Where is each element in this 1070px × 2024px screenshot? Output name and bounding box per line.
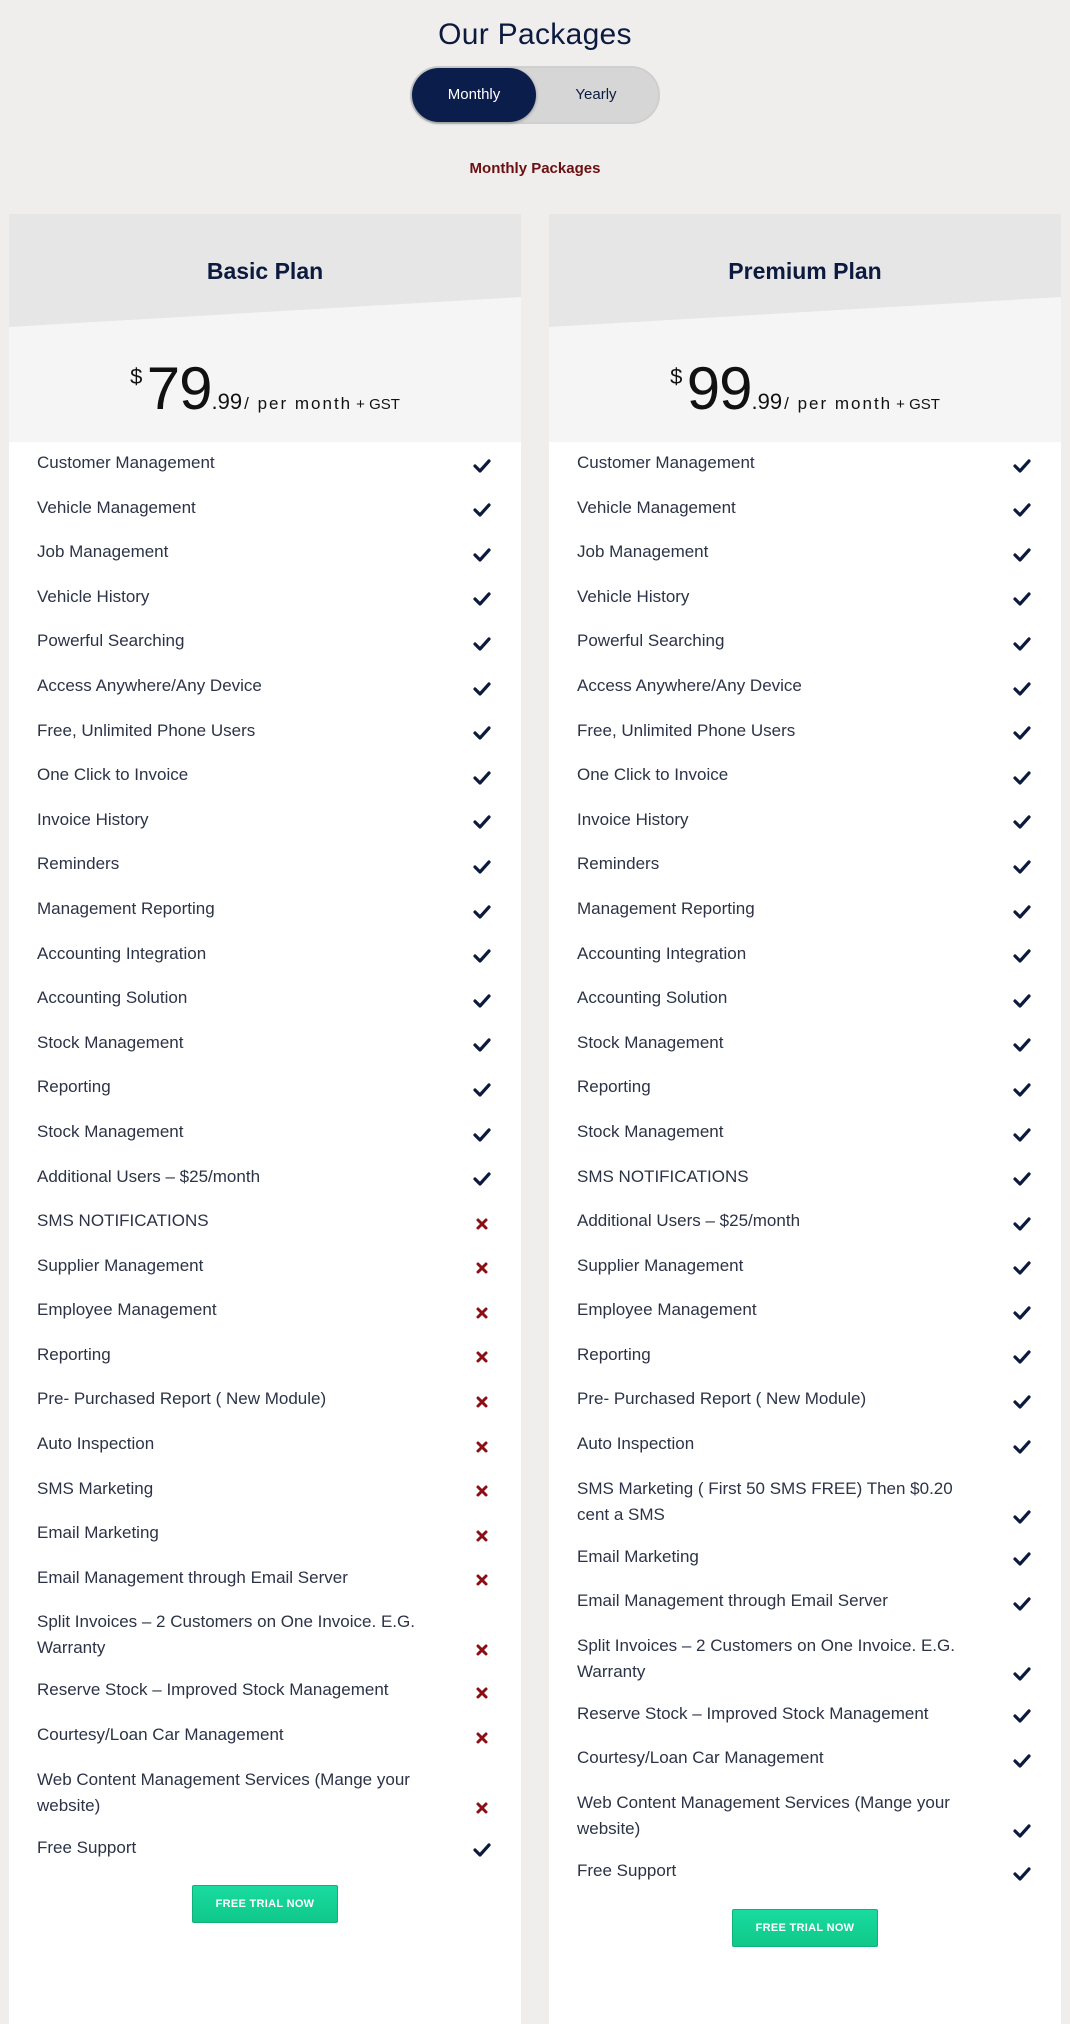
price-cents: .99 (211, 389, 243, 414)
feature-row (9, 1714, 521, 1759)
feature-label: Web Content Management Services (Mange your website) (37, 1769, 410, 1815)
packages-subtitle: Monthly Packages (469, 160, 601, 177)
feature-row (549, 1850, 1061, 1895)
feature-label: Additional Users – $25/month (577, 1211, 801, 1231)
check-icon (471, 455, 493, 477)
feature-row (9, 1156, 521, 1201)
feature-row (549, 710, 1061, 755)
check-icon (471, 1124, 493, 1146)
feature-label: Vehicle History (577, 586, 690, 606)
plan-header (9, 214, 521, 442)
feature-label: Job Management (577, 542, 709, 562)
price-currency: $ (130, 364, 143, 389)
feature-label: Invoice History (37, 809, 149, 829)
feature-row (9, 1378, 521, 1423)
feature-label: Split Invoices – 2 Customers on One Invoice. E.G. Warranty (37, 1612, 415, 1658)
check-icon (1011, 767, 1033, 789)
check-icon (471, 811, 493, 833)
feature-row (549, 1378, 1061, 1423)
check-icon (1011, 1506, 1033, 1528)
feature-label: Vehicle Management (577, 497, 736, 517)
price-tax: + GST (896, 396, 940, 413)
feature-row (549, 1737, 1061, 1782)
feature-label: Powerful Searching (577, 631, 725, 651)
feature-row (9, 1669, 521, 1714)
plan-price (9, 354, 521, 423)
feature-row (9, 1245, 521, 1290)
plan-header (549, 214, 1061, 442)
free-trial-button[interactable]: FREE TRIAL NOW (192, 1885, 338, 1923)
cross-icon (471, 1346, 493, 1368)
feature-label: Stock Management (577, 1121, 724, 1141)
feature-row (9, 620, 521, 665)
cross-icon (471, 1257, 493, 1279)
check-icon (1011, 901, 1033, 923)
feature-row (9, 977, 521, 1022)
feature-row (9, 665, 521, 710)
check-icon (471, 499, 493, 521)
check-icon (1011, 1705, 1033, 1727)
check-icon (471, 1034, 493, 1056)
feature-label: Email Management through Email Server (577, 1591, 888, 1611)
feature-row (549, 1289, 1061, 1334)
price-whole: 79 (146, 355, 212, 422)
feature-row (549, 1111, 1061, 1156)
check-icon (471, 588, 493, 610)
feature-row (9, 888, 521, 933)
feature-row (9, 710, 521, 755)
feature-row (9, 1334, 521, 1379)
check-icon (471, 1839, 493, 1861)
feature-label: Powerful Searching (37, 631, 185, 651)
feature-label: One Click to Invoice (577, 765, 729, 785)
feature-row (9, 442, 521, 487)
feature-label: Accounting Integration (37, 943, 207, 963)
check-icon (1011, 945, 1033, 967)
feature-label: Supplier Management (577, 1255, 744, 1275)
basic-plan-card (9, 214, 521, 2024)
feature-label: Free, Unlimited Phone Users (577, 720, 796, 740)
feature-label: Employee Management (577, 1300, 757, 1320)
feature-row (9, 1601, 521, 1669)
feature-label: Auto Inspection (37, 1434, 155, 1454)
feature-label: Reporting (577, 1077, 651, 1097)
feature-row (549, 620, 1061, 665)
cross-icon (471, 1480, 493, 1502)
cross-icon (471, 1436, 493, 1458)
feature-row (549, 843, 1061, 888)
feature-label: Stock Management (37, 1032, 184, 1052)
feature-row (549, 1693, 1061, 1738)
feature-label: Reserve Stock – Improved Stock Management (37, 1680, 389, 1700)
feature-label: Vehicle History (37, 586, 150, 606)
feature-label: Auto Inspection (577, 1434, 695, 1454)
feature-label: Split Invoices – 2 Customers on One Invoice. E.G. Warranty (577, 1635, 955, 1681)
check-icon (471, 722, 493, 744)
feature-row (9, 576, 521, 621)
cross-icon (471, 1302, 493, 1324)
feature-row (549, 799, 1061, 844)
feature-label: Free Support (577, 1861, 677, 1881)
feature-row (9, 1827, 521, 1872)
feature-label: Email Management through Email Server (37, 1567, 348, 1587)
cross-icon (471, 1213, 493, 1235)
feature-row (549, 665, 1061, 710)
feature-row (549, 1066, 1061, 1111)
feature-row (9, 1200, 521, 1245)
check-icon (1011, 811, 1033, 833)
feature-label: Access Anywhere/Any Device (577, 675, 802, 695)
billing-toggle[interactable] (410, 66, 660, 124)
feature-row (549, 1536, 1061, 1581)
feature-row (9, 1289, 521, 1334)
check-icon (1011, 455, 1033, 477)
feature-label: Vehicle Management (37, 497, 196, 517)
check-icon (471, 856, 493, 878)
yearly-toggle-button[interactable]: Yearly (575, 86, 617, 103)
check-icon (1011, 1257, 1033, 1279)
price-period: / per month (784, 394, 893, 413)
check-icon (471, 1079, 493, 1101)
cross-icon (471, 1727, 493, 1749)
check-icon (1011, 1034, 1033, 1056)
feature-label: Stock Management (37, 1121, 184, 1141)
feature-label: Reporting (577, 1344, 651, 1364)
feature-row (9, 843, 521, 888)
feature-row (549, 933, 1061, 978)
price-currency: $ (670, 364, 683, 389)
check-icon (1011, 1593, 1033, 1615)
price-tax: + GST (356, 396, 400, 413)
feature-label: Email Marketing (37, 1523, 159, 1543)
feature-label: Courtesy/Loan Car Management (37, 1725, 284, 1745)
feature-label: SMS Marketing (37, 1478, 154, 1498)
feature-label: Accounting Solution (37, 988, 188, 1008)
feature-label: Reporting (37, 1077, 111, 1097)
feature-label: Pre- Purchased Report ( New Module) (577, 1389, 867, 1409)
check-icon (1011, 1863, 1033, 1885)
feature-label: Access Anywhere/Any Device (37, 675, 262, 695)
check-icon (1011, 1079, 1033, 1101)
check-icon (1011, 1391, 1033, 1413)
feature-row (549, 888, 1061, 933)
feature-row (9, 1423, 521, 1468)
check-icon (471, 945, 493, 967)
feature-list (9, 442, 521, 1923)
feature-label: One Click to Invoice (37, 765, 189, 785)
feature-row (9, 1111, 521, 1156)
check-icon (1011, 588, 1033, 610)
cross-icon (471, 1391, 493, 1413)
plan-price (549, 354, 1061, 423)
feature-row (549, 487, 1061, 532)
feature-row (549, 754, 1061, 799)
check-icon (1011, 1168, 1033, 1190)
plan-name: Premium Plan (728, 258, 882, 284)
feature-row (9, 1512, 521, 1557)
feature-label: Employee Management (37, 1300, 217, 1320)
feature-row (549, 1580, 1061, 1625)
cross-icon (471, 1682, 493, 1704)
free-trial-button[interactable]: FREE TRIAL NOW (732, 1909, 878, 1947)
feature-row (9, 1759, 521, 1827)
feature-label: SMS NOTIFICATIONS (577, 1166, 749, 1186)
feature-row (9, 933, 521, 978)
feature-row (549, 1200, 1061, 1245)
check-icon (1011, 1346, 1033, 1368)
feature-label: Reporting (37, 1344, 111, 1364)
feature-label: Job Management (37, 542, 169, 562)
feature-row (9, 754, 521, 799)
cross-icon (471, 1569, 493, 1591)
check-icon (1011, 1548, 1033, 1570)
feature-label: Free, Unlimited Phone Users (37, 720, 256, 740)
feature-label: Pre- Purchased Report ( New Module) (37, 1389, 327, 1409)
feature-label: Free Support (37, 1837, 137, 1857)
check-icon (1011, 722, 1033, 744)
check-icon (471, 544, 493, 566)
plan-name: Basic Plan (206, 258, 324, 284)
feature-row (9, 531, 521, 576)
feature-row (549, 442, 1061, 487)
cross-icon (471, 1797, 493, 1819)
feature-row (549, 1468, 1061, 1536)
feature-label: Accounting Integration (577, 943, 747, 963)
cross-icon (471, 1639, 493, 1661)
feature-label: Reserve Stock – Improved Stock Management (577, 1703, 929, 1723)
check-icon (1011, 633, 1033, 655)
check-icon (1011, 499, 1033, 521)
feature-label: Customer Management (37, 453, 215, 472)
feature-label: Management Reporting (577, 898, 755, 918)
price-cents: .99 (751, 389, 783, 414)
feature-label: Accounting Solution (577, 988, 728, 1008)
premium-plan-card (549, 214, 1061, 2024)
feature-label: Reminders (37, 854, 120, 874)
cross-icon (471, 1525, 493, 1547)
feature-label: Management Reporting (37, 898, 215, 918)
feature-label: Invoice History (577, 809, 689, 829)
feature-row (549, 1245, 1061, 1290)
feature-label: Courtesy/Loan Car Management (577, 1748, 824, 1768)
price-period: / per month (244, 394, 353, 413)
feature-row (9, 487, 521, 532)
check-icon (1011, 1436, 1033, 1458)
check-icon (1011, 678, 1033, 700)
feature-row (549, 1423, 1061, 1468)
check-icon (1011, 990, 1033, 1012)
feature-label: SMS NOTIFICATIONS (37, 1211, 209, 1231)
feature-label: Email Marketing (577, 1546, 699, 1566)
check-icon (1011, 1302, 1033, 1324)
page-title: Our Packages (438, 18, 632, 52)
check-icon (471, 1168, 493, 1190)
feature-row (9, 1066, 521, 1111)
check-icon (1011, 1820, 1033, 1842)
feature-label: SMS Marketing ( First 50 SMS FREE) Then $0.20 cent a SMS (577, 1478, 953, 1524)
feature-row (549, 977, 1061, 1022)
feature-row (549, 576, 1061, 621)
feature-row (549, 1782, 1061, 1850)
check-icon (1011, 544, 1033, 566)
feature-label: Web Content Management Services (Mange your website) (577, 1793, 950, 1839)
feature-row (549, 1334, 1061, 1379)
check-icon (1011, 856, 1033, 878)
price-whole: 99 (686, 355, 752, 422)
feature-row (549, 531, 1061, 576)
check-icon (471, 990, 493, 1012)
check-icon (471, 633, 493, 655)
feature-row (9, 799, 521, 844)
monthly-toggle-button[interactable]: Monthly (412, 68, 536, 122)
feature-label: Stock Management (577, 1032, 724, 1052)
feature-label: Customer Management (577, 453, 755, 472)
check-icon (1011, 1750, 1033, 1772)
feature-row (549, 1625, 1061, 1693)
check-icon (471, 767, 493, 789)
check-icon (1011, 1663, 1033, 1685)
feature-row (9, 1022, 521, 1067)
feature-row (549, 1022, 1061, 1067)
feature-label: Supplier Management (37, 1255, 204, 1275)
feature-row (9, 1557, 521, 1602)
feature-label: Reminders (577, 854, 660, 874)
feature-label: Additional Users – $25/month (37, 1166, 261, 1186)
check-icon (1011, 1213, 1033, 1235)
check-icon (1011, 1124, 1033, 1146)
feature-list (549, 442, 1061, 1947)
feature-row (9, 1468, 521, 1513)
feature-row (549, 1156, 1061, 1201)
check-icon (471, 901, 493, 923)
check-icon (471, 678, 493, 700)
